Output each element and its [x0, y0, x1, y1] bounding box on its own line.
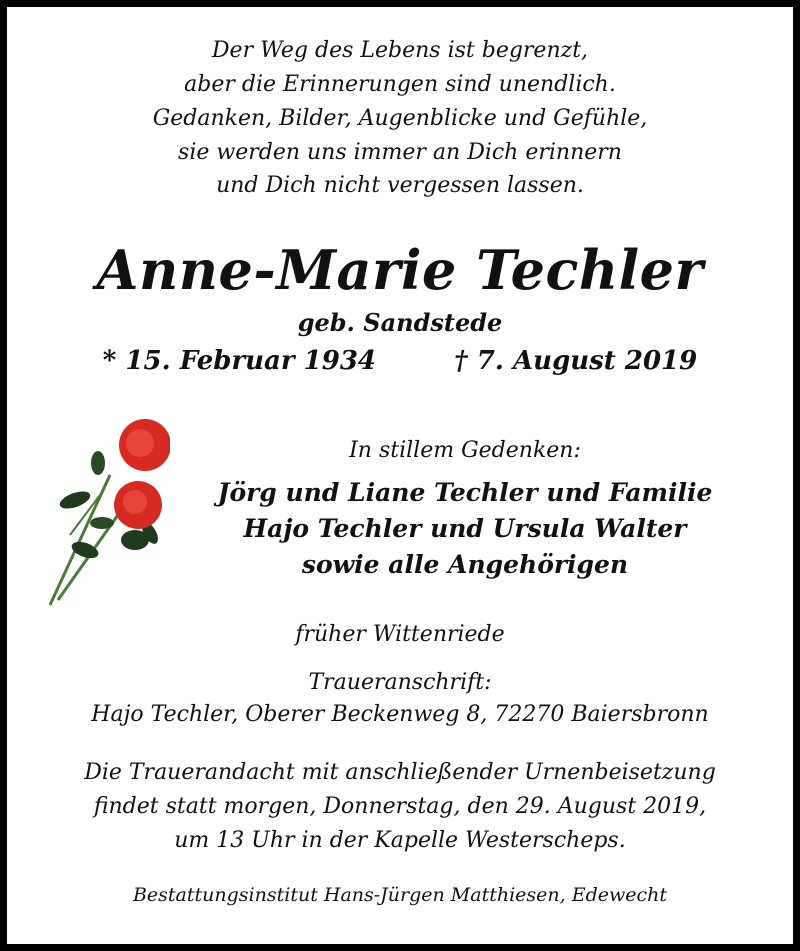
- ceremony-line: um 13 Uhr in der Kapelle Westerscheps.: [174, 828, 626, 853]
- formerly-text: früher Wittenriede: [295, 622, 505, 647]
- deceased-name: Anne-Marie Techler: [96, 238, 704, 302]
- poem-line: Gedanken, Bilder, Augenblicke und Gefühle,: [152, 106, 648, 131]
- poem-line: aber die Erinnerungen sind unendlich.: [184, 72, 616, 97]
- mourner-line: Hajo Techler und Ursula Walter: [243, 514, 687, 543]
- maiden-name: geb. Sandstede: [297, 308, 503, 337]
- poem-line: Der Weg des Lebens ist begrenzt,: [211, 38, 589, 63]
- mourning-address: Hajo Techler, Oberer Beckenweg 8, 72270 Baiersbronn: [91, 702, 709, 727]
- poem-line: und Dich nicht vergessen lassen.: [216, 173, 584, 198]
- gedenken-label: In stillem Gedenken:: [349, 438, 581, 463]
- poem-line: sie werden uns immer an Dich erinnern: [178, 140, 622, 165]
- rose-blossom-icon: [114, 419, 170, 529]
- mourner-line: sowie alle Angehörigen: [301, 550, 629, 579]
- death-date: † 7. August 2019: [454, 346, 698, 376]
- ceremony-line: Die Trauerandacht mit anschließender Urnenbeisetzung: [84, 760, 716, 785]
- mourner-line: Jörg und Liane Techler und Familie: [217, 478, 713, 507]
- ceremony-line: findet statt morgen, Donnerstag, den 29. August 2019,: [93, 794, 707, 819]
- birth-date: * 15. Februar 1934: [102, 346, 377, 376]
- funeral-home: Bestattungsinstitut Hans-Jürgen Matthiesen, Edewecht: [132, 884, 668, 906]
- life-dates: [0, 346, 800, 376]
- address-label: Traueranschrift:: [308, 670, 492, 695]
